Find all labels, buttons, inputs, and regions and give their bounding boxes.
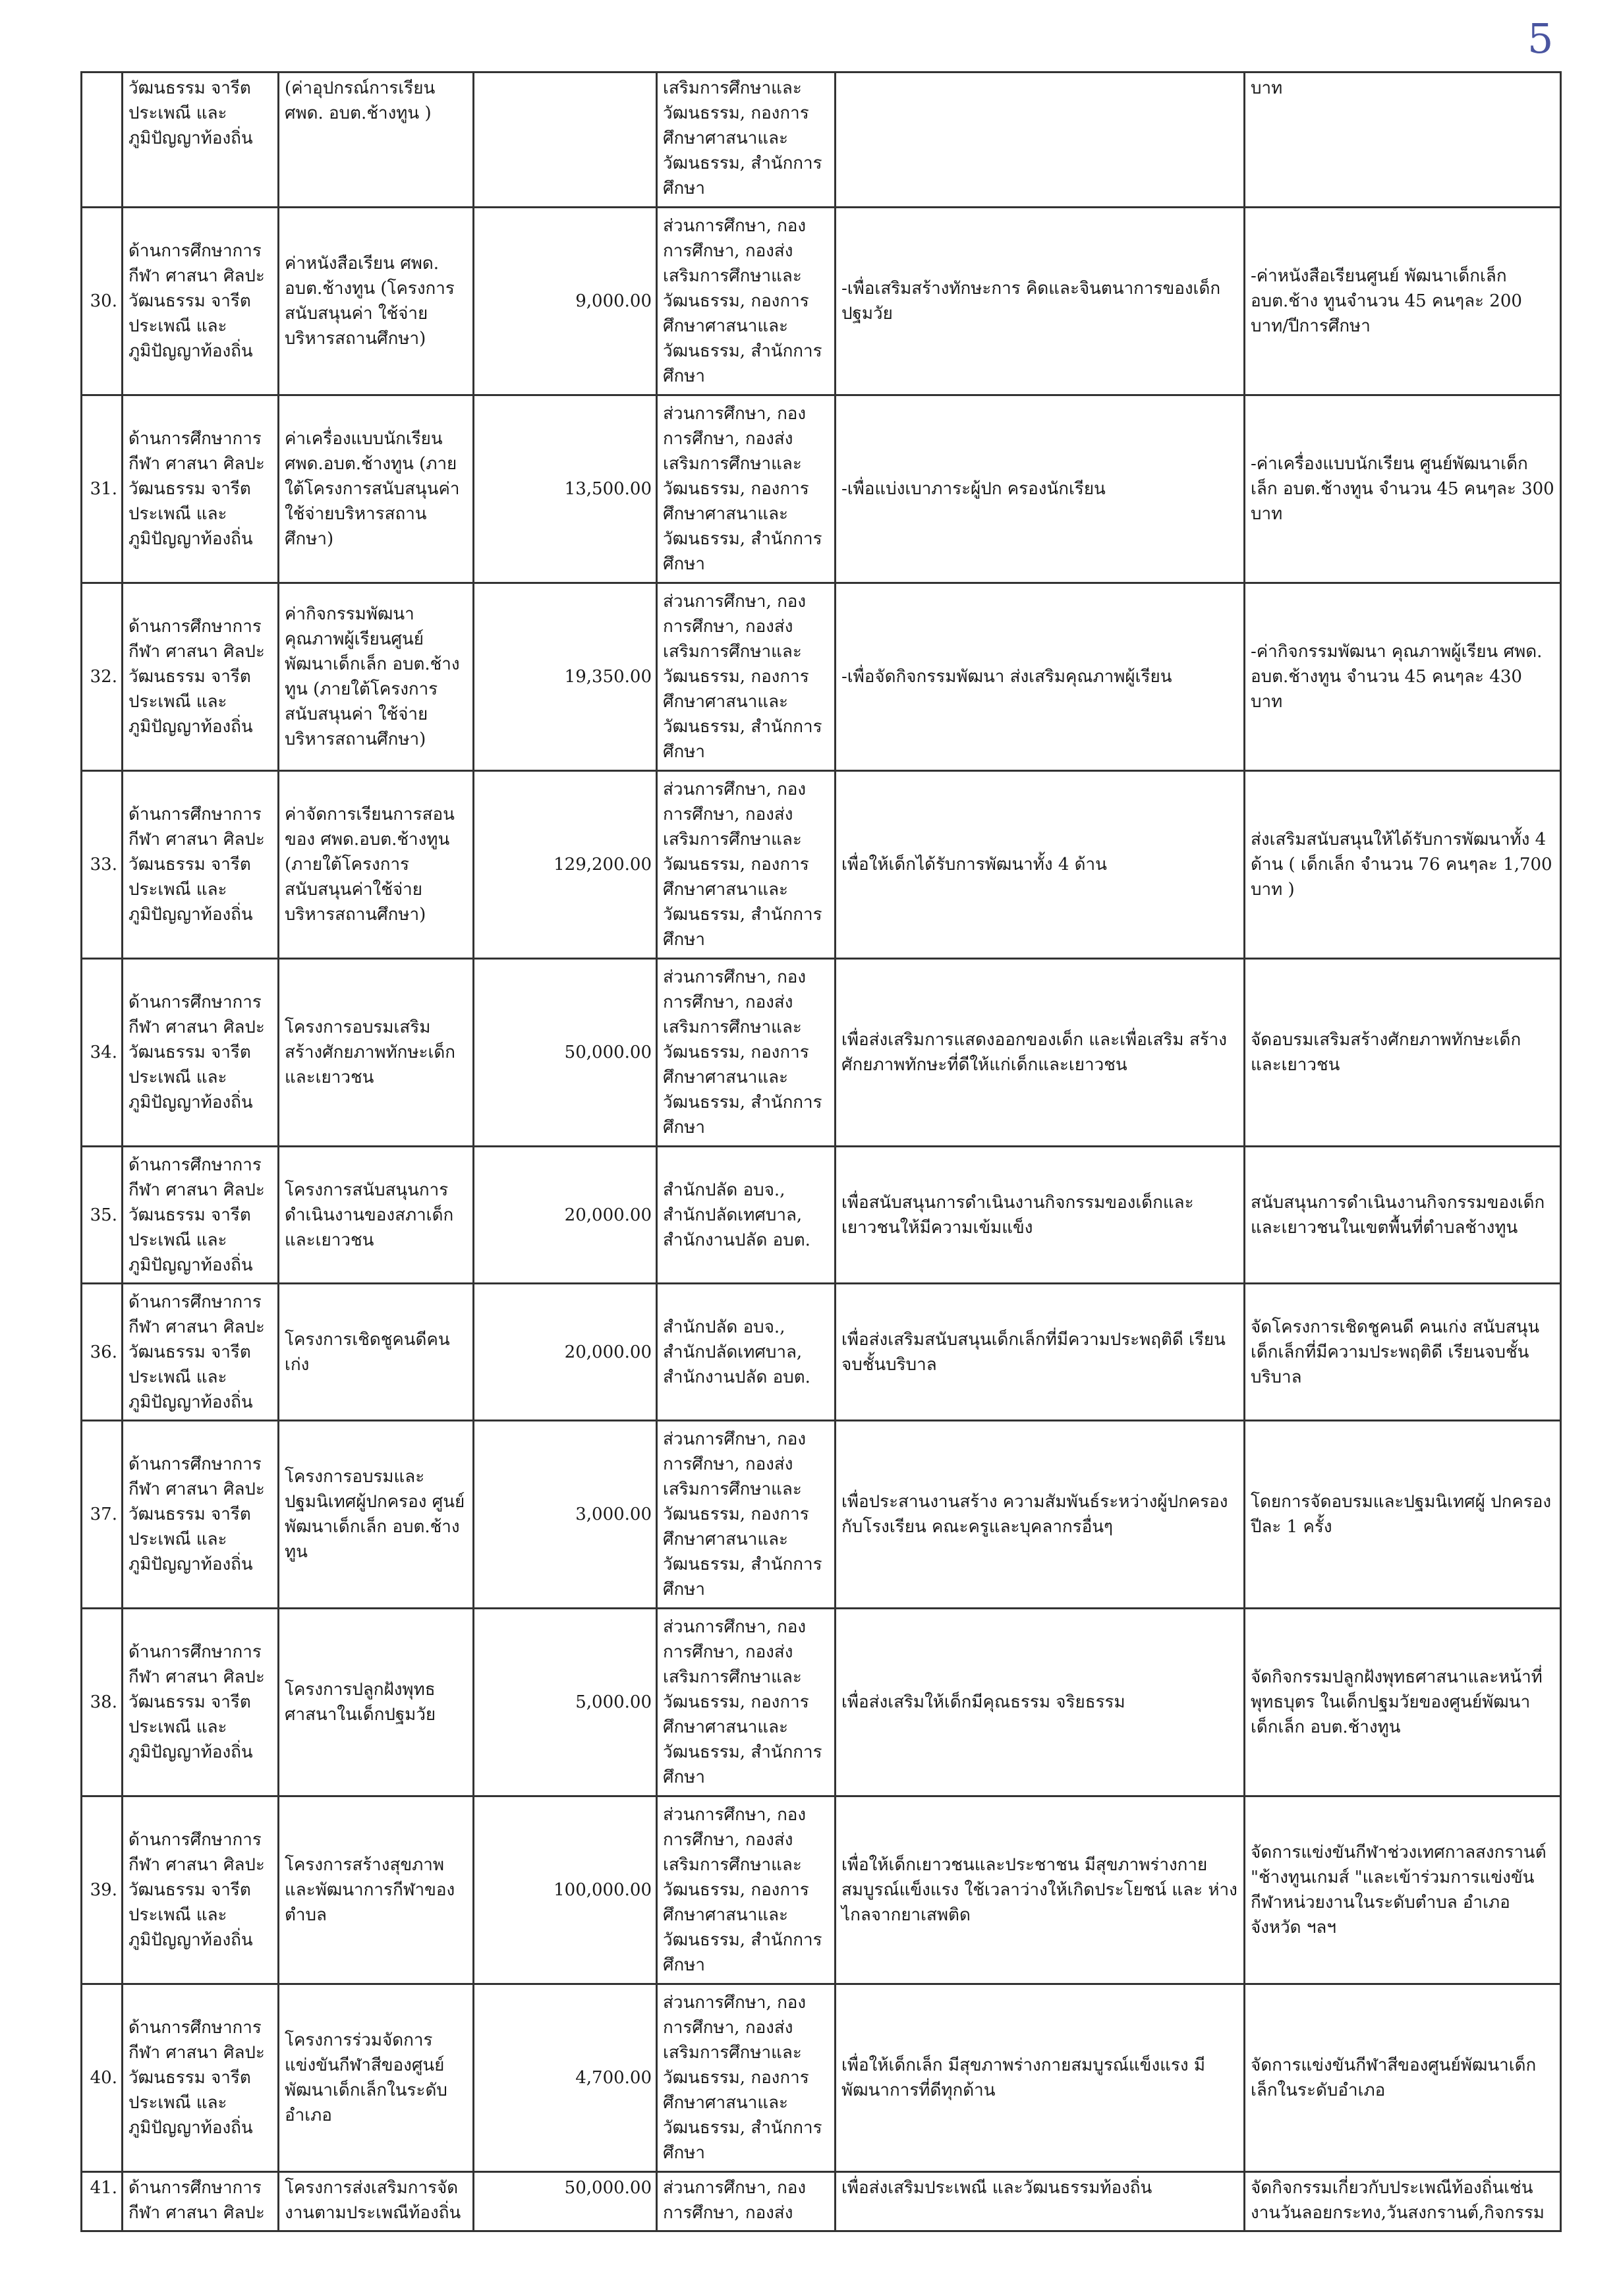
project-cell: โครงการปลูกฝังพุทธ ศาสนาในเด็กปฐมวัย [279,1609,474,1796]
unit-cell: สำนักปลัด อบจ., สำนักปลัดเทศบาล, สำนักงานปลัด อบต. [657,1147,836,1284]
budget-cell: 50,000.00 [474,959,657,1147]
budget-table [80,71,1562,2232]
page-number: 5 [1527,14,1554,63]
strategy-cell: ด้านการศึกษาการ กีฬา ศาสนา ศิลปะ วัฒนธรรม จารีต ประเพณี และ ภูมิปัญญาท้องถิ่น [123,583,279,771]
budget-cell: 4,700.00 [474,1984,657,2172]
output-cell: -ค่าหนังสือเรียนศูนย์ พัฒนาเด็กเล็ก อบต.ช้าง ทูนจำนวน 45 คนๆละ 200 บาท/ปีการศึกษา [1245,208,1561,395]
strategy-cell: ด้านการศึกษาการ กีฬา ศาสนา ศิลปะ วัฒนธรรม จารีต ประเพณี และ ภูมิปัญญาท้องถิ่น [123,959,279,1147]
project-cell: โครงการอบรมและ ปฐมนิเทศผู้ปกครอง ศูนย์พัฒนาเด็กเล็ก อบต.ช้างทูน [279,1421,474,1609]
strategy-cell: ด้านการศึกษาการ กีฬา ศาสนา ศิลปะ วัฒนธรรม จารีต ประเพณี และ ภูมิปัญญาท้องถิ่น [123,1147,279,1284]
strategy-cell: ด้านการศึกษาการ กีฬา ศาสนา ศิลปะ วัฒนธรรม จารีต ประเพณี และ ภูมิปัญญาท้องถิ่น [123,1284,279,1421]
project-cell: โครงการส่งเสริมการจัด งานตามประเพณีท้องถิ่น [279,2172,474,2231]
objective-cell: เพื่อให้เด็กได้รับการพัฒนาทั้ง 4 ด้าน [836,771,1245,959]
project-cell: โครงการร่วมจัดการ แข่งขันกีฬาสีของศูนย์ พัฒนาเด็กเล็กในระดับ อำเภอ [279,1984,474,2172]
budget-cell: 50,000.00 [474,2172,657,2231]
objective-cell: -เพื่อจัดกิจกรรมพัฒนา ส่งเสริมคุณภาพผู้เรียน [836,583,1245,771]
table-row [82,959,1561,1147]
table-row [82,395,1561,583]
project-cell: (ค่าอุปกรณ์การเรียน ศพด. อบต.ช้างทูน ) [279,72,474,208]
strategy-cell: ด้านการศึกษาการ กีฬา ศาสนา ศิลปะ วัฒนธรรม จารีต ประเพณี และ ภูมิปัญญาท้องถิ่น [123,208,279,395]
row-number: 38. [82,1609,123,1796]
budget-cell: 13,500.00 [474,395,657,583]
row-number: 31. [82,395,123,583]
output-cell: จัดโครงการเชิดชูคนดี คนเก่ง สนับสนุน เด็กเล็กที่มีความประพฤติดี เรียนจบชั้น บริบาล [1245,1284,1561,1421]
budget-cell: 19,350.00 [474,583,657,771]
strategy-cell: ด้านการศึกษาการ กีฬา ศาสนา ศิลปะ วัฒนธรรม จารีต ประเพณี และ ภูมิปัญญาท้องถิ่น [123,1984,279,2172]
objective-cell: -เพื่อแบ่งเบาภาระผู้ปก ครองนักเรียน [836,395,1245,583]
unit-cell: ส่วนการศึกษา, กอง การศึกษา, กองส่ง เสริมการศึกษาและ วัฒนธรรม, กองการ ศึกษาศาสนาและ วัฒนธรรม, สำนักการ ศึกษา [657,395,836,583]
row-number: 36. [82,1284,123,1421]
row-number: 34. [82,959,123,1147]
output-cell: จัดการแข่งขันกีฬาสีของศูนย์พัฒนาเด็ก เล็กในระดับอำเภอ [1245,1984,1561,2172]
table-row [82,1796,1561,1984]
objective-cell [836,72,1245,208]
project-cell: โครงการสนับสนุนการ ดำเนินงานของสภาเด็ก และเยาวชน [279,1147,474,1284]
objective-cell: เพื่อให้เด็กเล็ก มีสุขภาพร่างกายสมบูรณ์แข็งแรง มี พัฒนาการที่ดีทุกด้าน [836,1984,1245,2172]
table-row-partial [82,2172,1561,2231]
unit-cell: ส่วนการศึกษา, กอง การศึกษา, กองส่ง เสริมการศึกษาและ วัฒนธรรม, กองการ ศึกษาศาสนาและ วัฒนธรรม, สำนักการ ศึกษา [657,1984,836,2172]
row-number: 33. [82,771,123,959]
unit-cell: เสริมการศึกษาและ วัฒนธรรม, กองการ ศึกษาศาสนาและ วัฒนธรรม, สำนักการ ศึกษา [657,72,836,208]
objective-cell: เพื่อประสานงานสร้าง ความสัมพันธ์ระหว่างผู้ปกครอง กับโรงเรียน คณะครูและบุคลากรอื่นๆ [836,1421,1245,1609]
output-cell: จัดกิจกรรมปลูกฝังพุทธศาสนาและหน้าที่ พุทธบุตร ในเด็กปฐมวัยของศูนย์พัฒนา เด็กเล็ก อบต.ช้างทูน [1245,1609,1561,1796]
strategy-cell: วัฒนธรรม จารีต ประเพณี และ ภูมิปัญญาท้องถิ่น [123,72,279,208]
strategy-cell: ด้านการศึกษาการ กีฬา ศาสนา ศิลปะ วัฒนธรรม จารีต ประเพณี และ ภูมิปัญญาท้องถิ่น [123,1609,279,1796]
project-cell: ค่ากิจกรรมพัฒนา คุณภาพผู้เรียนศูนย์ พัฒนาเด็กเล็ก อบต.ช้าง ทูน (ภายใต้โครงการ สนับสนุนค่า ใช้จ่าย บริหารสถานศึกษา) [279,583,474,771]
output-cell: จัดการแข่งขันกีฬาช่วงเทศกาลสงกรานต์ "ช้างทูนเกมส์ "และเข้าร่วมการแข่งขัน กีฬาหน่วยงานในระดับตำบล อำเภอ จังหวัด ฯลฯ [1245,1796,1561,1984]
project-cell: ค่าเครื่องแบบนักเรียน ศพด.อบต.ช้างทูน (ภาย ใต้โครงการสนับสนุนค่า ใช้จ่ายบริหารสถาน ศึกษา) [279,395,474,583]
strategy-cell: ด้านการศึกษาการ กีฬา ศาสนา ศิลปะ วัฒนธรรม จารีต ประเพณี และ ภูมิปัญญาท้องถิ่น [123,1796,279,1984]
row-number: 41. [82,2172,123,2231]
unit-cell: ส่วนการศึกษา, กอง การศึกษา, กองส่ง เสริมการศึกษาและ วัฒนธรรม, กองการ ศึกษาศาสนาและ วัฒนธรรม, สำนักการ ศึกษา [657,959,836,1147]
table-row [82,1147,1561,1284]
table-row [82,1609,1561,1796]
budget-cell: 20,000.00 [474,1284,657,1421]
project-cell: โครงการเชิดชูคนดีคน เก่ง [279,1284,474,1421]
row-number: 37. [82,1421,123,1609]
strategy-cell: ด้านการศึกษาการ กีฬา ศาสนา ศิลปะ วัฒนธรรม จารีต ประเพณี และ ภูมิปัญญาท้องถิ่น [123,395,279,583]
budget-cell: 9,000.00 [474,208,657,395]
row-number: 30. [82,208,123,395]
objective-cell: เพื่อสนับสนุนการดำเนินงานกิจกรรมของเด็กและ เยาวชนให้มีความเข้มแข็ง [836,1147,1245,1284]
table-row [82,771,1561,959]
project-cell: โครงการสร้างสุขภาพ และพัฒนาการกีฬาของ ตำบล [279,1796,474,1984]
output-cell: บาท [1245,72,1561,208]
row-number: 35. [82,1147,123,1284]
strategy-cell: ด้านการศึกษาการ กีฬา ศาสนา ศิลปะ วัฒนธรรม จารีต ประเพณี และ ภูมิปัญญาท้องถิ่น [123,771,279,959]
unit-cell: ส่วนการศึกษา, กอง การศึกษา, กองส่ง เสริมการศึกษาและ วัฒนธรรม, กองการ ศึกษาศาสนาและ วัฒนธรรม, สำนักการ ศึกษา [657,208,836,395]
project-cell: โครงการอบรมเสริม สร้างศักยภาพทักษะเด็ก และเยาวชน [279,959,474,1147]
objective-cell: เพื่อส่งเสริมให้เด็กมีคุณธรรม จริยธรรม [836,1609,1245,1796]
objective-cell: เพื่อให้เด็กเยาวชนและประชาชน มีสุขภาพร่างกาย สมบูรณ์แข็งแรง ใช้เวลาว่างให้เกิดประโยชน์ และ ห่างไกลจากยาเสพติด [836,1796,1245,1984]
output-cell: ส่งเสริมสนับสนุนให้ได้รับการพัฒนาทั้ง 4 ด้าน ( เด็กเล็ก จำนวน 76 คนๆละ 1,700 บาท ) [1245,771,1561,959]
row-number [82,72,123,208]
objective-cell: เพื่อส่งเสริมสนับสนุนเด็กเล็กที่มีความประพฤติดี เรียนจบชั้นบริบาล [836,1284,1245,1421]
table-row [82,583,1561,771]
budget-cell: 129,200.00 [474,771,657,959]
unit-cell: ส่วนการศึกษา, กอง การศึกษา, กองส่ง เสริมการศึกษาและ วัฒนธรรม, กองการ ศึกษาศาสนาและ วัฒนธรรม, สำนักการ ศึกษา [657,1796,836,1984]
row-number: 32. [82,583,123,771]
unit-cell: ส่วนการศึกษา, กอง การศึกษา, กองส่ง [657,2172,836,2231]
strategy-cell: ด้านการศึกษาการ กีฬา ศาสนา ศิลปะ [123,2172,279,2231]
table-row [82,1421,1561,1609]
unit-cell: ส่วนการศึกษา, กอง การศึกษา, กองส่ง เสริมการศึกษาและ วัฒนธรรม, กองการ ศึกษาศาสนาและ วัฒนธรรม, สำนักการ ศึกษา [657,771,836,959]
objective-cell: เพื่อส่งเสริมประเพณี และวัฒนธรรมท้องถิ่น [836,2172,1245,2231]
unit-cell: ส่วนการศึกษา, กอง การศึกษา, กองส่ง เสริมการศึกษาและ วัฒนธรรม, กองการ ศึกษาศาสนาและ วัฒนธรรม, สำนักการ ศึกษา [657,1421,836,1609]
budget-cell: 5,000.00 [474,1609,657,1796]
table-row [82,1984,1561,2172]
output-cell: จัดอบรมเสริมสร้างศักยภาพทักษะเด็ก และเยาวชน [1245,959,1561,1147]
unit-cell: สำนักปลัด อบจ., สำนักปลัดเทศบาล, สำนักงานปลัด อบต. [657,1284,836,1421]
strategy-cell: ด้านการศึกษาการ กีฬา ศาสนา ศิลปะ วัฒนธรรม จารีต ประเพณี และ ภูมิปัญญาท้องถิ่น [123,1421,279,1609]
output-cell: -ค่าเครื่องแบบนักเรียน ศูนย์พัฒนาเด็ก เล็ก อบต.ช้างทูน จำนวน 45 คนๆละ 300 บาท [1245,395,1561,583]
project-cell: ค่าหนังสือเรียน ศพด. อบต.ช้างทูน (โครงการ สนับสนุนค่า ใช้จ่าย บริหารสถานศึกษา) [279,208,474,395]
budget-cell [474,72,657,208]
row-number: 40. [82,1984,123,2172]
table-row-continued [82,72,1561,208]
unit-cell: ส่วนการศึกษา, กอง การศึกษา, กองส่ง เสริมการศึกษาและ วัฒนธรรม, กองการ ศึกษาศาสนาและ วัฒนธรรม, สำนักการ ศึกษา [657,583,836,771]
output-cell: โดยการจัดอบรมและปฐมนิเทศผู้ ปกครองปีละ 1 ครั้ง [1245,1421,1561,1609]
budget-cell: 3,000.00 [474,1421,657,1609]
row-number: 39. [82,1796,123,1984]
table-row [82,208,1561,395]
budget-cell: 100,000.00 [474,1796,657,1984]
project-cell: ค่าจัดการเรียนการสอน ของ ศพด.อบต.ช้างทูน (ภายใต้โครงการ สนับสนุนค่าใช้จ่าย บริหารสถานศึกษา) [279,771,474,959]
objective-cell: เพื่อส่งเสริมการแสดงออกของเด็ก และเพื่อเสริม สร้างศักยภาพทักษะที่ดีให้แก่เด็กและเยาวชน [836,959,1245,1147]
output-cell: -ค่ากิจกรรมพัฒนา คุณภาพผู้เรียน ศพด. อบต.ช้างทูน จำนวน 45 คนๆละ 430 บาท [1245,583,1561,771]
table-row [82,1284,1561,1421]
output-cell: จัดกิจกรรมเกี่ยวกับประเพณีท้องถิ่นเช่น งานวันลอยกระทง,วันสงกรานต์,กิจกรรม [1245,2172,1561,2231]
budget-cell: 20,000.00 [474,1147,657,1284]
output-cell: สนับสนุนการดำเนินงานกิจกรรมของเด็ก และเยาวชนในเขตพื้นที่ตำบลช้างทูน [1245,1147,1561,1284]
objective-cell: -เพื่อเสริมสร้างทักษะการ คิดและจินตนาการของเด็ก ปฐมวัย [836,208,1245,395]
unit-cell: ส่วนการศึกษา, กอง การศึกษา, กองส่ง เสริมการศึกษาและ วัฒนธรรม, กองการ ศึกษาศาสนาและ วัฒนธรรม, สำนักการ ศึกษา [657,1609,836,1796]
